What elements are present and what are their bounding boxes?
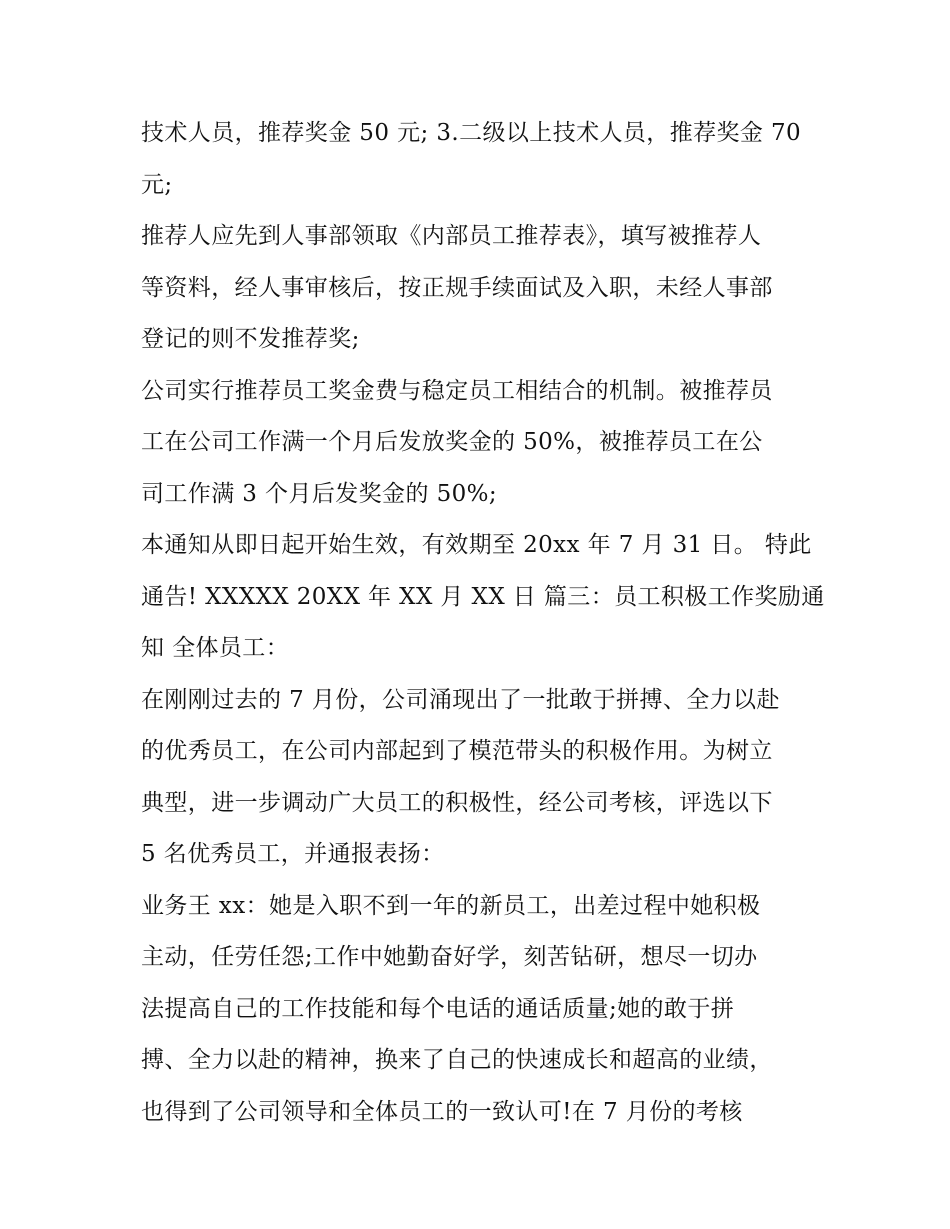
- text-line-7: 工在公司工作满一个月后发放奖金的 50%，被推荐员工在公: [141, 429, 763, 455]
- text-line-16: 业务王 xx：她是入职不到一年的新员工，出差过程中她积极: [141, 892, 761, 919]
- text-line-11: 知 全体员工：: [141, 635, 290, 661]
- text-line-15: 5 名优秀员工，并通报表扬：: [141, 841, 445, 867]
- text-line-18: 法提高自己的工作技能和每个电话的通话质量;她的敢于拼: [141, 995, 735, 1022]
- text-line-8: 司工作满 3 个月后发奖金的 50%;: [141, 480, 498, 507]
- text-line-17: 主动，任劳任怨;工作中她勤奋好学，刻苦钻研，想尽一切办: [141, 944, 758, 970]
- text-line-19: 搏、全力以赴的精神，换来了自己的快速成长和超高的业绩，: [141, 1047, 773, 1073]
- text-line-3: 推荐人应先到人事部领取《内部员工推荐表》，填写被推荐人: [141, 223, 762, 249]
- text-line-14: 典型，进一步调动广大员工的积极性，经公司考核，评选以下: [141, 789, 773, 816]
- text-line-2: 元;: [141, 171, 173, 198]
- text-line-12: 在刚刚过去的 7 月份，公司涌现出了一批敢于拼搏、全力以赴: [141, 686, 780, 713]
- text-line-1: 技术人员，推荐奖金 50 元; 3.二级以上技术人员，推荐奖金 70: [141, 120, 802, 146]
- text-line-10: 通告! XXXXX 20XX 年 XX 月 XX 日 篇三：员工积极工作奖励通: [141, 583, 825, 610]
- text-line-4: 等资料，经人事审核后，按正规手续面试及入职，未经人事部: [141, 274, 773, 301]
- text-line-5: 登记的则不发推荐奖;: [141, 326, 360, 352]
- text-line-13: 的优秀员工，在公司内部起到了模范带头的积极作用。为树立: [141, 738, 773, 764]
- text-line-9: 本通知从即日起开始生效，有效期至 20xx 年 7 月 31 日。 特此: [141, 532, 812, 558]
- document-body: [141, 108, 825, 1138]
- text-line-6: 公司实行推荐员工奖金费与稳定员工相结合的机制。被推荐员: [141, 377, 773, 404]
- text-line-20: 也得到了公司领导和全体员工的一致认可!在 7 月份的考核: [141, 1098, 743, 1125]
